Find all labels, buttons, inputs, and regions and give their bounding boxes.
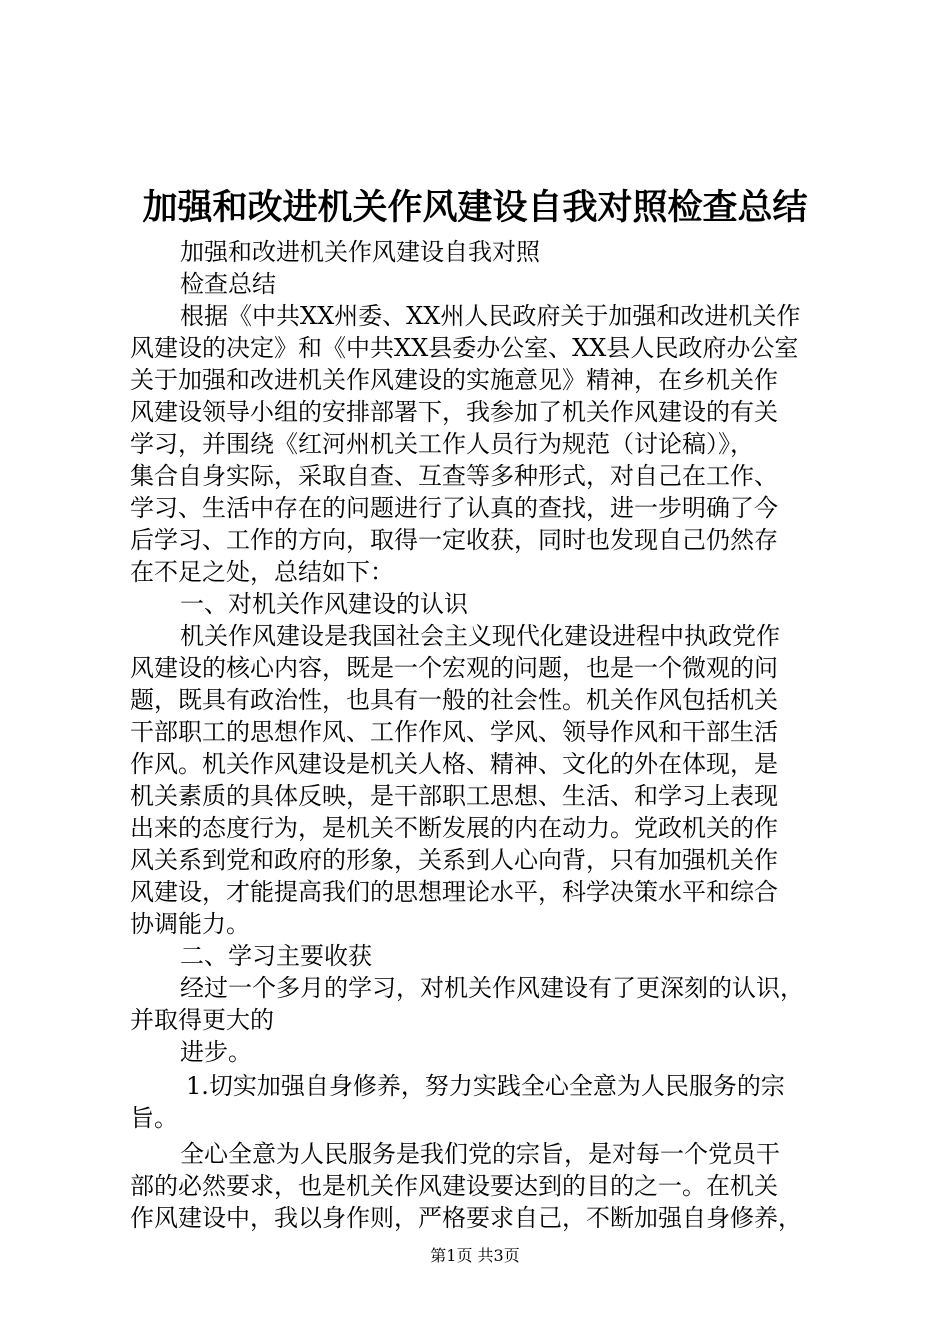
page-footer: 第1页 共3页: [430, 1246, 520, 1265]
paragraph-line: 风建设的核心内容，既是一个宏观的问题，也是一个微观的问: [130, 654, 778, 682]
paragraph-line: 风建设领导小组的安排部署下，我参加了机关作风建设的有关: [130, 398, 778, 426]
paragraph-line: 作风。机关作风建设是机关人格、精神、文化的外在体现，是: [130, 750, 778, 778]
paragraph-line: 干部职工的思想作风、工作作风、学风、领导作风和干部生活: [130, 718, 778, 746]
paragraph-line: 关于加强和改进机关作风建设的实施意见》精神，在乡机关作: [130, 366, 778, 394]
paragraph-line: 学习、生活中存在的问题进行了认真的查找，进一步明确了今: [130, 494, 778, 522]
paragraph-line: 协调能力。: [130, 910, 250, 938]
paragraph-line: 机关作风建设是我国社会主义现代化建设进程中执政党作: [180, 622, 780, 650]
paragraph-line: 风建设，才能提高我们的思想理论水平，科学决策水平和综合: [130, 878, 778, 906]
paragraph-line: 根据《中共XX州委、XX州人民政府关于加强和改进机关作: [180, 302, 801, 330]
paragraph-line: 全心全意为人民服务是我们党的宗旨，是对每一个党员干: [180, 1140, 780, 1168]
section-heading: 二、学习主要收获: [180, 942, 372, 970]
paragraph-line: 在不足之处，总结如下：: [130, 558, 394, 586]
paragraph-line: 部的必然要求，也是机关作风建设要达到的目的之一。在机关: [130, 1172, 778, 1200]
paragraph-line: 后学习、工作的方向，取得一定收获，同时也发现自己仍然存: [130, 526, 778, 554]
paragraph-line: 风关系到党和政府的形象，关系到人心向背，只有加强机关作: [130, 846, 778, 874]
paragraph-line: 集合自身实际，采取自查、互查等多种形式，对自己在工作、: [130, 462, 778, 490]
paragraph-line: 题，既具有政治性，也具有一般的社会性。机关作风包括机关: [130, 686, 778, 714]
paragraph-line: 学习，并围绕《红河州机关工作人员行为规范（讨论稿）》，: [130, 430, 754, 458]
paragraph-line: 作风建设中，我以身作则，严格要求自己，不断加强自身修养，: [130, 1204, 802, 1232]
paragraph-line: 并取得更大的: [130, 1006, 274, 1034]
paragraph-line: 机关素质的具体反映，是干部职工思想、生活、和学习上表现: [130, 782, 778, 810]
paragraph-line: 经过一个多月的学习，对机关作风建设有了更深刻的认识，: [180, 974, 804, 1002]
subsection-heading: 1.切实加强自身修养，努力实践全心全意为人民服务的宗: [186, 1072, 785, 1100]
paragraph-line: 风建设的决定》和《中共XX县委办公室、XX县人民政府办公室: [130, 334, 799, 362]
subsection-heading: 旨。: [130, 1104, 178, 1132]
document-title: 加强和改进机关作风建设自我对照检查总结: [142, 187, 808, 228]
subtitle-line: 检查总结: [180, 270, 276, 298]
paragraph-line: 出来的态度行为，是机关不断发展的内在动力。党政机关的作: [130, 814, 778, 842]
section-heading: 一、对机关作风建设的认识: [180, 590, 468, 618]
paragraph-line: 进步。: [180, 1038, 252, 1066]
subtitle-line: 加强和改进机关作风建设自我对照: [180, 238, 540, 266]
